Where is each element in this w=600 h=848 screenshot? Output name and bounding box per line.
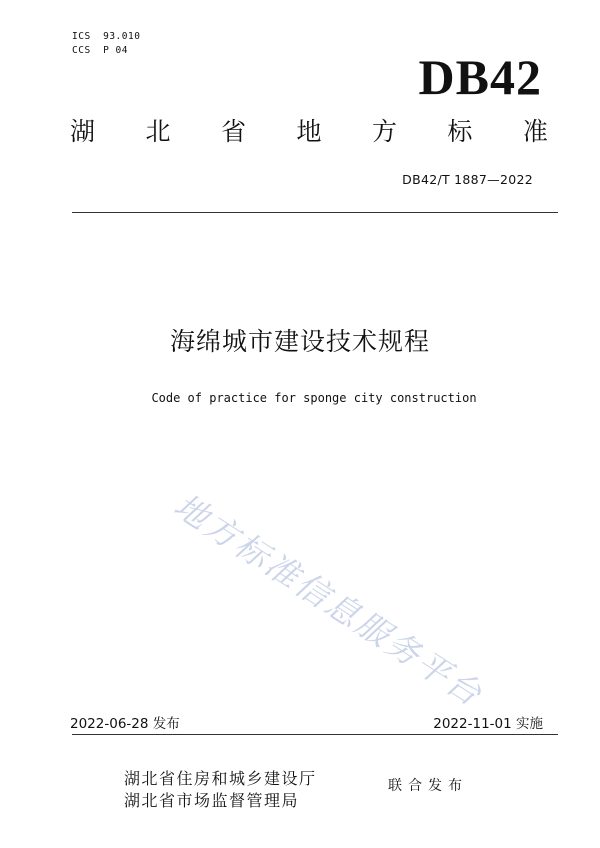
issuer-line: 湖北省市场监督管理局 — [124, 791, 300, 810]
document-title-english: Code of practice for sponge city construction — [151, 391, 477, 405]
ccs-code: CCS P 04 — [72, 45, 128, 56]
standard-code: DB42 — [418, 49, 542, 105]
standard-type-char: 湖 — [70, 117, 96, 146]
classification-codes — [72, 30, 140, 58]
standard-type-char: 北 — [145, 117, 171, 146]
publish-date: 2022-06-28 发布 — [70, 716, 180, 732]
standard-number: DB42/T 1887—2022 — [402, 172, 533, 187]
standard-type-char: 方 — [371, 117, 397, 146]
standard-type — [70, 112, 548, 152]
header-divider — [72, 212, 558, 213]
standard-type-char: 省 — [220, 117, 246, 146]
issuer-line: 湖北省住房和城乡建设厅 — [124, 769, 317, 788]
ics-code: ICS 93.010 — [72, 31, 141, 42]
standard-type-char: 地 — [296, 117, 322, 146]
implement-date: 2022-11-01 实施 — [433, 716, 543, 732]
watermark: 地方标准信息服务平台 — [167, 485, 491, 715]
issuing-authorities — [124, 768, 317, 812]
standard-type-char: 标 — [447, 117, 473, 146]
standard-type-char: 准 — [522, 117, 548, 146]
footer-divider — [72, 734, 558, 735]
document-title-chinese: 海绵城市建设技术规程 — [169, 327, 430, 356]
joint-issue-label: 联合发布 — [388, 778, 468, 794]
